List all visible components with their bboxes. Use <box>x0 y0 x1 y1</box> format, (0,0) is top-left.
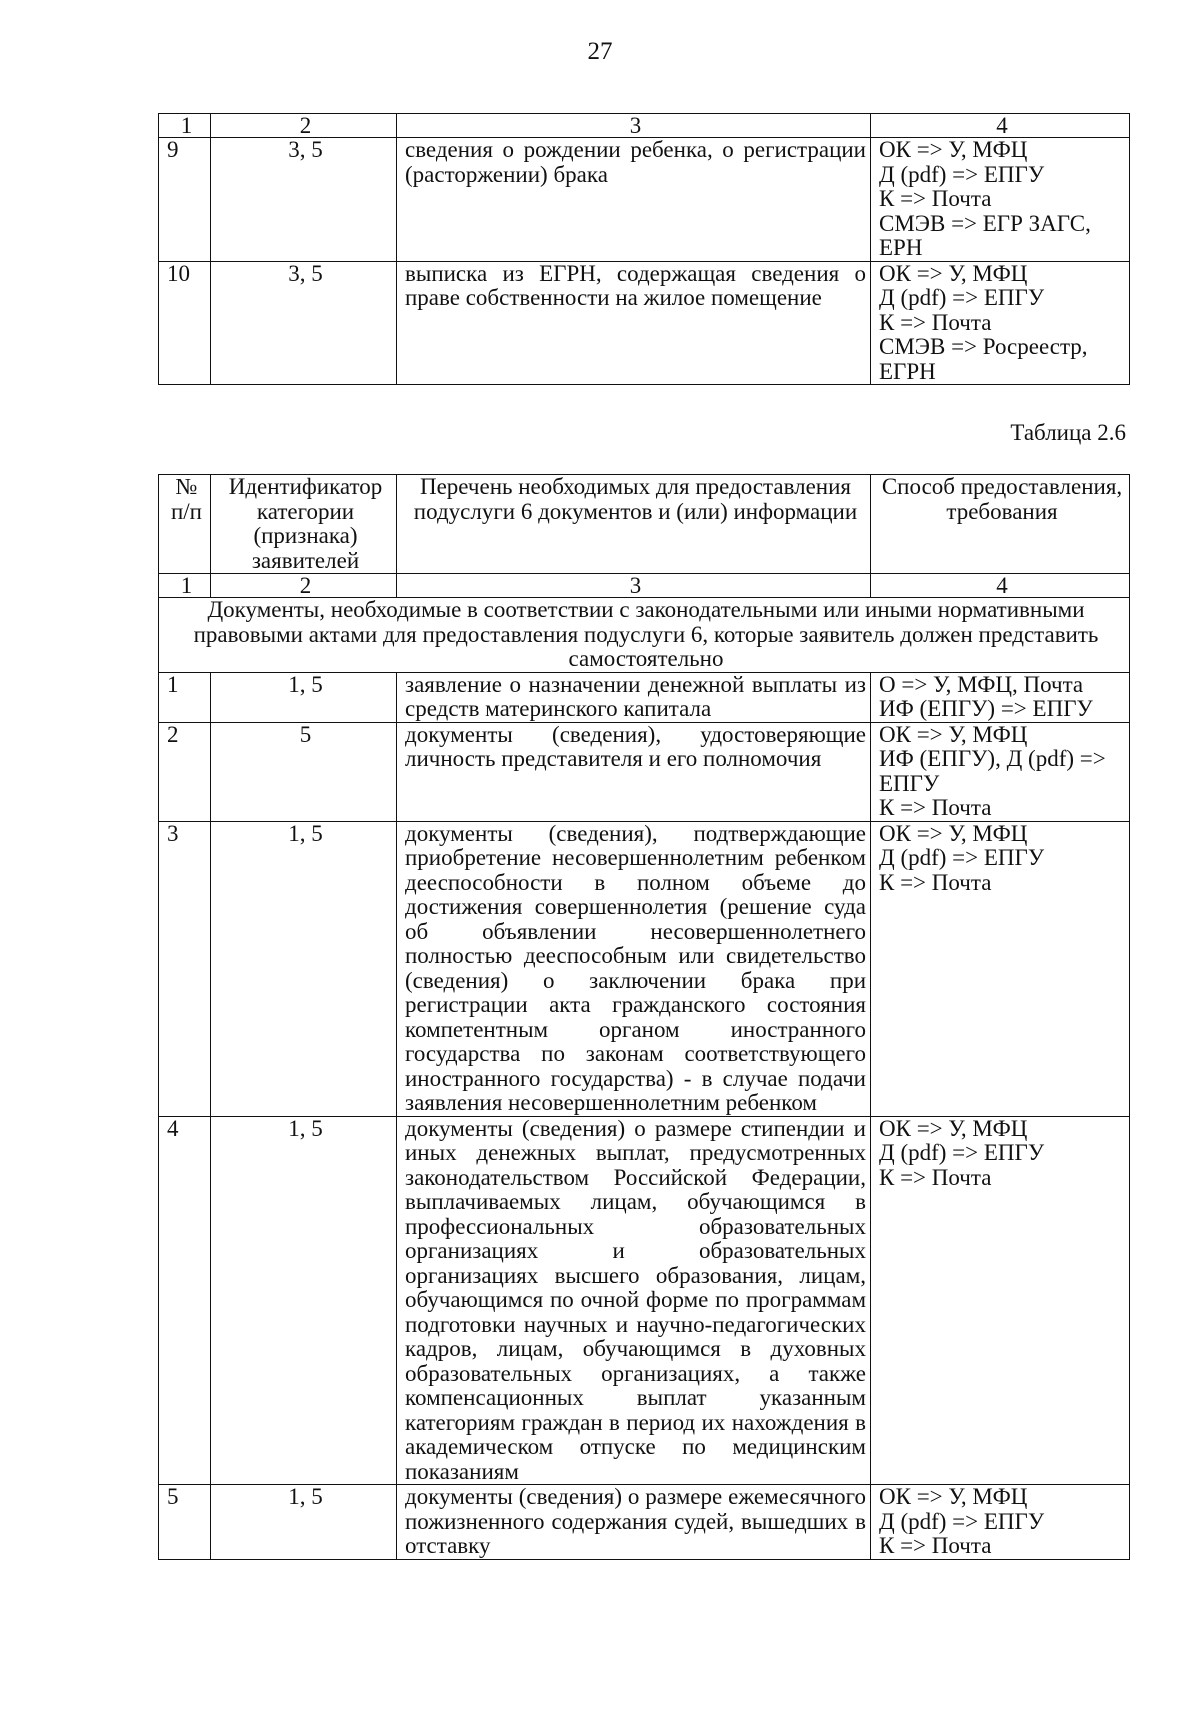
category-cell: 1, 5 <box>211 821 397 1116</box>
header-category: Идентификатор категории (признака) заявителей <box>211 475 397 574</box>
column-number: 3 <box>397 114 871 138</box>
header-number: № п/п <box>159 475 211 574</box>
category-cell: 3, 5 <box>211 261 397 385</box>
section-row <box>159 598 1130 673</box>
column-number: 2 <box>211 574 397 598</box>
table-row <box>159 138 1130 262</box>
table-row <box>159 722 1130 821</box>
page-number: 27 <box>587 38 613 65</box>
table-caption: Таблица 2.6 <box>1010 420 1126 445</box>
column-number: 4 <box>871 574 1130 598</box>
row-number: 2 <box>159 722 211 821</box>
method-cell: ОК => У, МФЦ Д (pdf) => ЕПГУ К => Почта СМЭВ => ЕГР ЗАГС, ЕРН <box>871 138 1130 262</box>
header-documents: Перечень необходимых для предоставления подуслуги 6 документов и (или) информации <box>397 475 871 574</box>
column-number: 1 <box>159 114 211 138</box>
header-method: Способ предоставления, требования <box>871 475 1130 574</box>
method-cell: ОК => У, МФЦ Д (pdf) => ЕПГУ К => Почта СМЭВ => Росреестр, ЕГРН <box>871 261 1130 385</box>
row-number: 10 <box>159 261 211 385</box>
table-row <box>159 821 1130 1116</box>
continued-table <box>158 113 1130 385</box>
column-number: 1 <box>159 574 211 598</box>
category-cell: 1, 5 <box>211 1116 397 1485</box>
document-cell: заявление о назначении денежной выплаты из средств материнского капитала <box>397 672 871 722</box>
column-number: 2 <box>211 114 397 138</box>
row-number: 1 <box>159 672 211 722</box>
row-number: 4 <box>159 1116 211 1485</box>
section-title: Документы, необходимые в соответствии с законодательными или иными нормативными правовыми актами для предоставления подуслуги 6, которые заявитель должен представить самостоятельно <box>159 598 1130 673</box>
column-number: 4 <box>871 114 1130 138</box>
table-row <box>159 672 1130 722</box>
method-cell: ОК => У, МФЦ ИФ (ЕПГУ), Д (pdf) => ЕПГУ К => Почта <box>871 722 1130 821</box>
document-cell: сведения о рождении ребенка, о регистрации (расторжении) брака <box>397 138 871 262</box>
row-number: 5 <box>159 1485 211 1560</box>
document-cell: документы (сведения), удостоверяющие личность представителя и его полномочия <box>397 722 871 821</box>
header-row <box>159 475 1130 574</box>
method-cell: ОК => У, МФЦ Д (pdf) => ЕПГУ К => Почта <box>871 821 1130 1116</box>
document-cell: документы (сведения), подтверждающие приобретение несовершеннолетним ребенком дееспособности в полном объеме до достижения совершеннолетия (решение суда об объявлении несовершеннолетнего полностью дееспособным или свидетельство (сведения) о заключении брака при регистрации акта гражданского состояния компетентным органом иностранного государства по законам соответствующего иностранного государства) - в случае подачи заявления несовершеннолетним ребенком <box>397 821 871 1116</box>
method-cell: ОК => У, МФЦ Д (pdf) => ЕПГУ К => Почта <box>871 1116 1130 1485</box>
document-cell: документы (сведения) о размере ежемесячного пожизненного содержания судей, вышедших в отставку <box>397 1485 871 1560</box>
table-row <box>159 1485 1130 1560</box>
category-cell: 1, 5 <box>211 672 397 722</box>
column-number: 3 <box>397 574 871 598</box>
method-cell: О => У, МФЦ, Почта ИФ (ЕПГУ) => ЕПГУ <box>871 672 1130 722</box>
column-numbers-row <box>159 114 1130 138</box>
documents-table <box>158 474 1130 1560</box>
document-cell: выписка из ЕГРН, содержащая сведения о праве собственности на жилое помещение <box>397 261 871 385</box>
category-cell: 5 <box>211 722 397 821</box>
method-cell: ОК => У, МФЦ Д (pdf) => ЕПГУ К => Почта <box>871 1485 1130 1560</box>
column-numbers-row <box>159 574 1130 598</box>
table-row <box>159 1116 1130 1485</box>
row-number: 3 <box>159 821 211 1116</box>
document-cell: документы (сведения) о размере стипендии и иных денежных выплат, предусмотренных законодательством Российской Федерации, выплачиваемых лицам, обучающимся в профессиональных образовательных организациях и образовательных организациях высшего образования, лицам, обучающимся по очной форме по программам подготовки научных и научно-педагогических кадров, лицам, обучающимся в духовных образовательных организациях, а также компенсационных выплат указанным категориям граждан в период их нахождения в академическом отпуске по медицинским показаниям <box>397 1116 871 1485</box>
row-number: 9 <box>159 138 211 262</box>
category-cell: 1, 5 <box>211 1485 397 1560</box>
table-row <box>159 261 1130 385</box>
category-cell: 3, 5 <box>211 138 397 262</box>
